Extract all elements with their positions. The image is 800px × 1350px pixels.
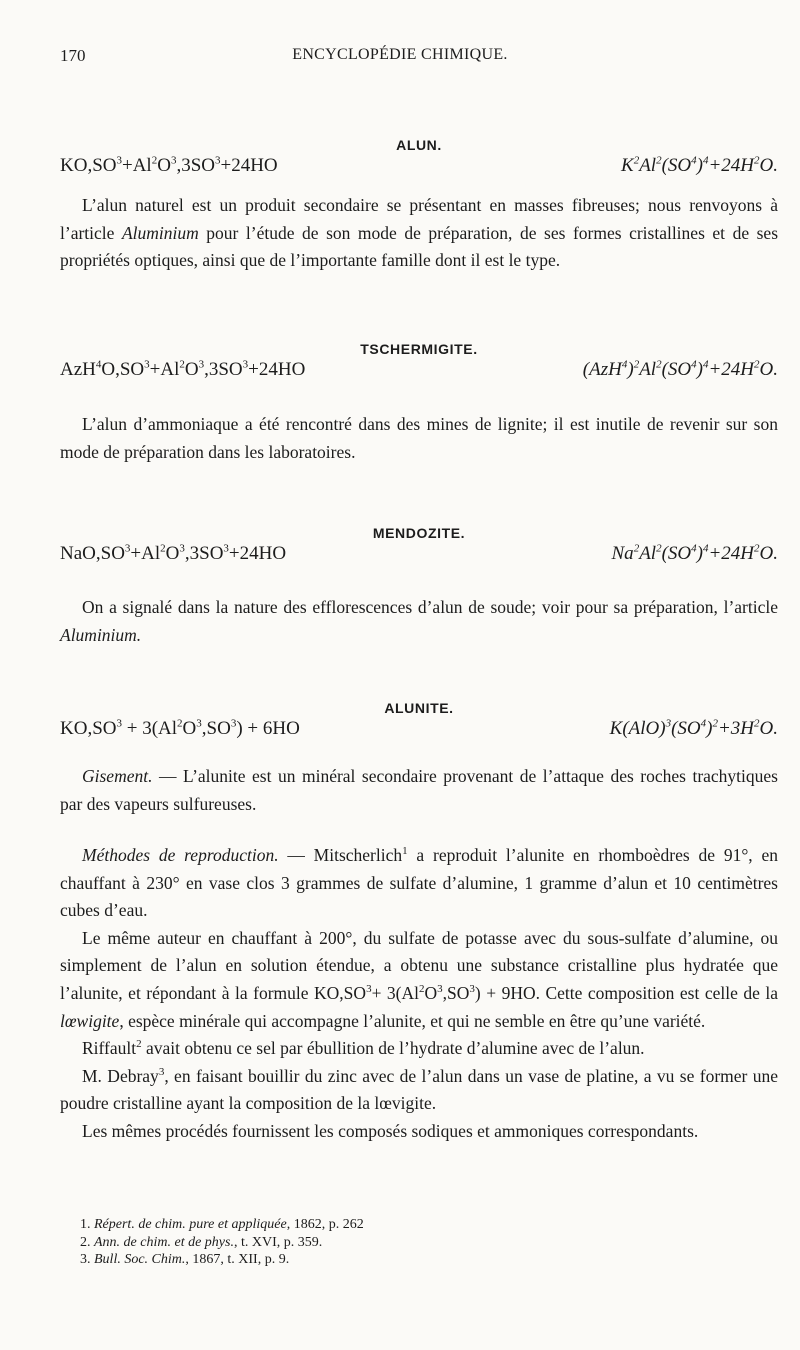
paragraph-tschermigite-block <box>60 411 778 466</box>
heading-alun: ALUN. <box>396 137 442 153</box>
formula-atomic-alun: $K^2Al^2(SO^4)^4+24H^2O$. <box>621 154 778 176</box>
paragraph-methodes: Méthodes de reproduction. — Mitscherlich$^1$ a reproduit l’alunite en rhomboèdres de 91°, en chauffant à 230° en vase clos 3 grammes de sulfate d’alumine, 1 gramme d’alun et 10 centimètres cubes d’eau. <box>60 845 778 921</box>
formula-row-alun <box>60 154 778 178</box>
paragraph-alun: L’alun naturel est un produit secondaire se présentant en masses fibreuses; nous renvoyons à l’article Aluminium pour l’étude de son mode de préparation, de ses formes cristallines et de ses propriétés optiques, ainsi que de l’importante famille dont il est le type. <box>60 195 779 271</box>
footnote-1: 1. Répert. de chim. pure et appliquée, 1862, p. 262 <box>80 1217 364 1232</box>
formula-equivalent-alunite: $KO,SO^3 + 3(Al^2O^3,SO^3) + 6HO$ <box>60 717 300 739</box>
paragraph-mendozite-block <box>60 594 778 649</box>
paragraph-gisement: Gisement. — L’alunite est un minéral secondaire provenant de l’attaque des roches trachytiques par des vapeurs sulfureuses. <box>60 766 778 814</box>
formula-equivalent-mendozite: $NaO,SO^3+Al^2O^3,3SO^3+24HO$ <box>60 542 287 564</box>
section-alunite <box>60 699 778 741</box>
paragraph-tschermigite: L’alun d’ammoniaque a été rencontré dans des mines de lignite; il est inutile de revenir sur son mode de préparation dans les laboratoires. <box>60 414 778 462</box>
paragraph-alun-block <box>60 192 778 275</box>
running-head <box>60 46 740 68</box>
formula-atomic-mendozite: $Na^2Al^2(SO^4)^4+24H^2O$. <box>611 542 778 564</box>
section-tschermigite <box>60 340 778 382</box>
footnotes <box>60 1216 778 1269</box>
heading-tschermigite: TSCHERMIGITE. <box>360 341 478 357</box>
paragraph-riffault: Riffault$^2$ avait obtenu ce sel par ébullition de l’hydrate d’alumine avec de l’alun. <box>82 1038 645 1059</box>
paragraph-debray: M. Debray$^3$, en faisant bouillir du zinc avec de l’alun dans un vase de platine, a vu se former une poudre cristalline ayant la composition de la lœvigite. <box>60 1065 778 1114</box>
heading-alunite: ALUNITE. <box>384 700 454 716</box>
paragraph-memes-procedes: Les mêmes procédés fournissent les composés sodiques et ammoniques correspondants. <box>82 1120 699 1141</box>
formula-row-alunite <box>60 717 778 741</box>
footnote-2: 2. Ann. de chim. et de phys., t. XVI, p. 359. <box>80 1234 323 1250</box>
paragraph-meme-auteur: Le même auteur en chauffant à 200°, du sulfate de potasse avec du sous-sulfate d’alumine, ou simplement de l’alun en solution étendue, a obtenu une substance cristalline plus hydratée que l’alunite, et répondant à la formule $KO,SO^3+ 3(Al^2O^3,SO^3) + 9HO$. Cette composition est celle de la lœwigite, espèce minérale qui accompagne l’alunite, et qui ne semble en être qu’une variété. <box>60 927 779 1031</box>
formula-row-tschermigite <box>60 358 778 382</box>
section-mendozite <box>60 524 778 566</box>
heading-mendozite: MENDOZITE. <box>372 525 466 541</box>
formula-equivalent-alun: $KO,SO^3+Al^2O^3,3SO^3+24HO$ <box>60 154 278 176</box>
section-alun <box>60 136 778 178</box>
running-title: ENCYCLOPÉDIE CHIMIQUE. <box>292 46 508 63</box>
paragraph-gisement-block <box>60 763 778 818</box>
formula-atomic-tschermigite: $(AzH^4)^2Al^2(SO^4)^4+24H^2O$. <box>582 358 778 380</box>
formula-row-mendozite <box>60 542 778 566</box>
formula-atomic-alunite: $K(AlO)^3(SO^4)^2+3H^2O$. <box>609 717 778 739</box>
paragraphs-methodes-block <box>60 842 778 1146</box>
formula-equivalent-tschermigite: $AzH^4O,SO^3+Al^2O^3,3SO^3+24HO$ <box>60 358 306 380</box>
footnote-3: 3. Bull. Soc. Chim., 1867, t. XII, p. 9. <box>80 1252 290 1267</box>
paragraph-mendozite: On a signalé dans la nature des efflorescences d’alun de soude; voir pour sa préparation, l’article Aluminium. <box>60 597 778 645</box>
page-number: 170 <box>60 46 86 65</box>
